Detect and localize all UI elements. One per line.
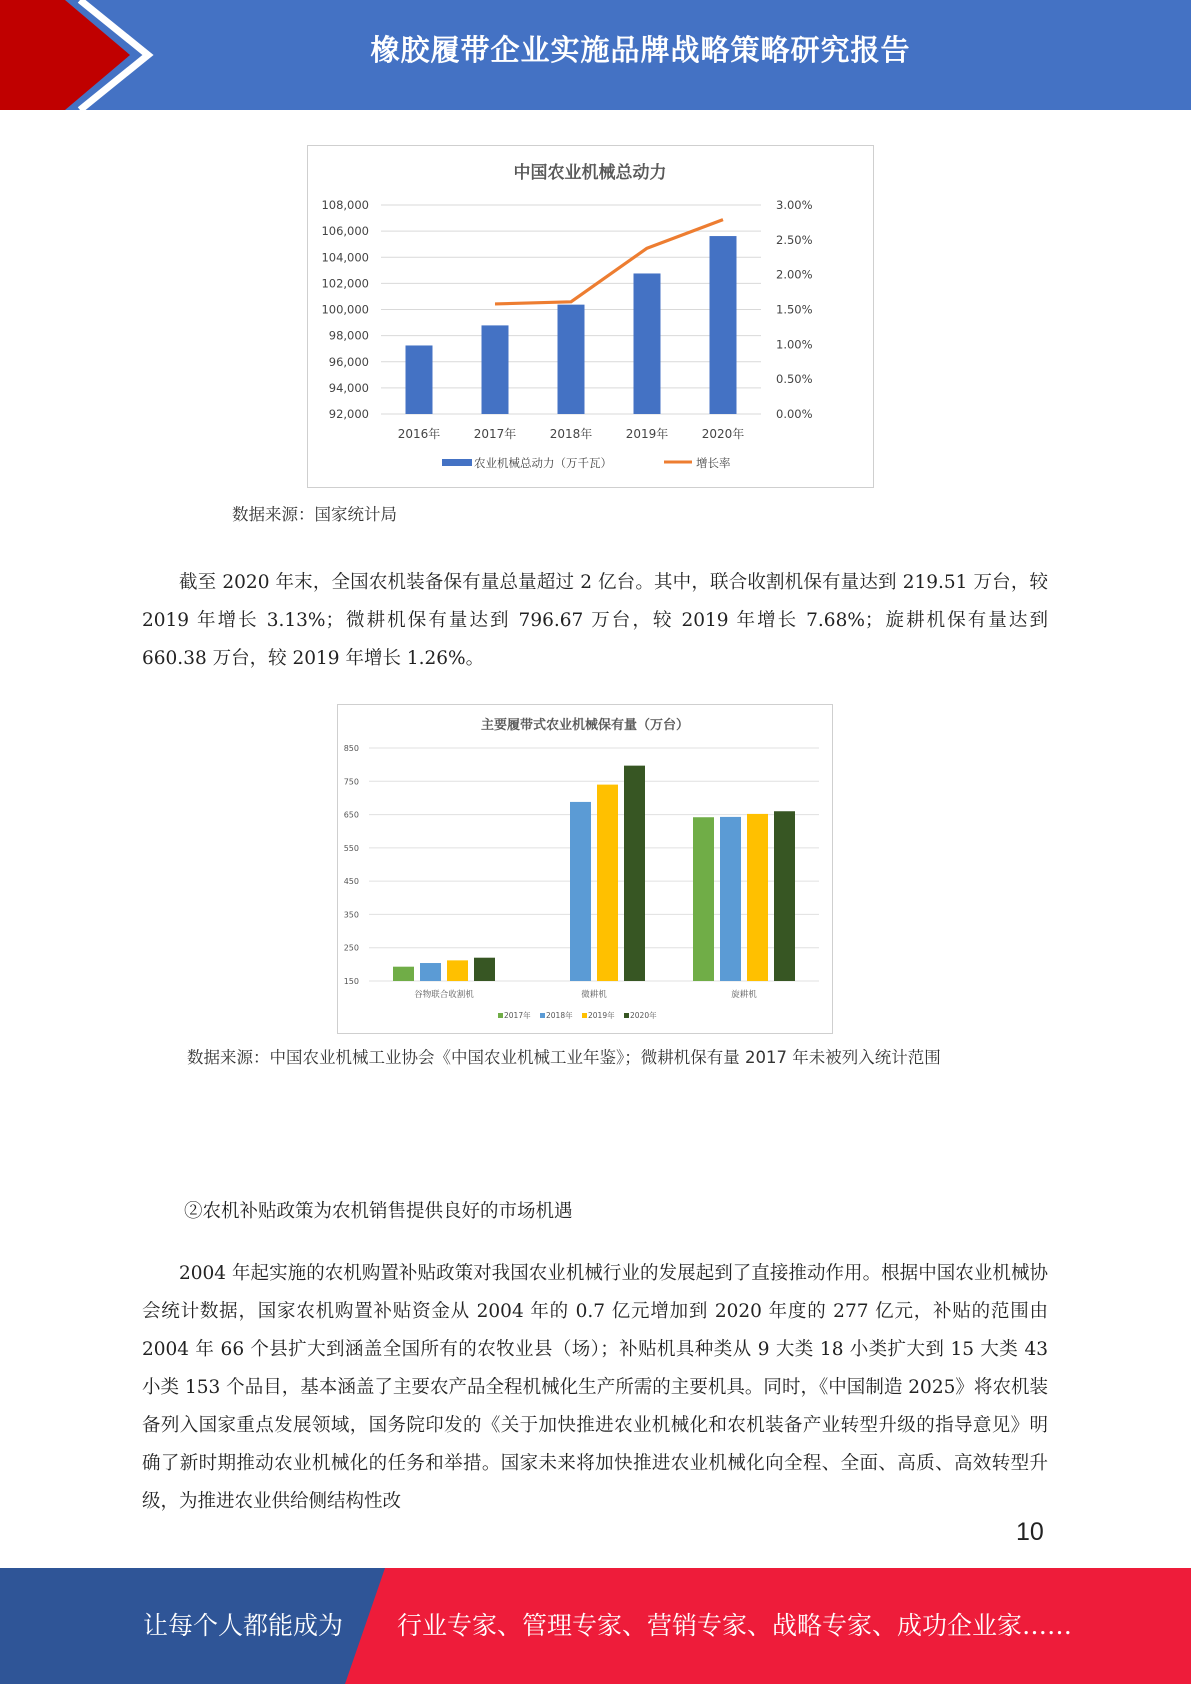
chart1-bar	[558, 305, 585, 414]
chart2-legend-label: 2018年	[546, 1011, 573, 1020]
chart2-x-tick: 谷物联合收割机	[414, 990, 474, 1000]
chart2-bar	[570, 802, 591, 981]
chart1-x-tick: 2019年	[625, 427, 669, 441]
chart1-y-left-tick: 108,000	[321, 198, 369, 212]
chart1-y-left-tick: 98,000	[328, 328, 369, 343]
chart1-x-tick: 2016年	[397, 427, 441, 441]
page-footer	[0, 1568, 1191, 1684]
chart1-bar	[482, 325, 509, 414]
chart2-legend-swatch	[498, 1013, 503, 1018]
footer-slogan-left: 让每个人都能成为	[143, 1611, 344, 1640]
page-header	[0, 0, 1191, 110]
chart2-x-tick: 旋耕机	[731, 990, 757, 1000]
chart2-bar	[720, 817, 741, 981]
chart1-y-left-tick: 94,000	[328, 380, 369, 395]
chart1-legend-label-bar: 农业机械总动力（万千瓦）	[474, 456, 612, 470]
paragraph-subsidy-policy: 2004 年起实施的农机购置补贴政策对我国农业机械行业的发展起到了直接推动作用。根据中国农业机械协会统计数据，国家农机购置补贴资金从 2004 年的 0.7 亿元增加到 2020 年度的 277 亿元，补贴的范围由 2004 年 66 个县扩大到涵盖全国所有的农牧业县（场）；补贴机具种类从 9 大类 18 小类扩大到 15 大类 43 小类 153 个品目，基本涵盖了主要农产品全程机械化生产所需的主要机具。同时，《中国制造 2025》将农机装备列入国家重点发展领域，国务院印发的《关于加快推进农业机械化和农机装备产业转型升级的指导意见》明确了新时期推动农业机械化的任务和举措。国家未来将加快推进农业机械化向全程、全面、高质、高效转型升级，为推进农业供给侧结构性改	[142, 1263, 1048, 1512]
chart1-legend-swatch-bar	[442, 459, 472, 466]
chart1-legend-label-line: 增长率	[696, 456, 731, 470]
chart2-y-tick: 450	[343, 877, 359, 887]
chart1-x-tick: 2018年	[549, 427, 593, 441]
chart1-x-tick: 2020年	[701, 427, 745, 441]
chart1-bar	[710, 236, 737, 414]
chart2-legend-swatch	[540, 1013, 545, 1018]
chart1-y-left-tick: 102,000	[321, 276, 369, 291]
chart2-legend-label: 2020年	[630, 1011, 657, 1020]
chart2-x-tick: 微耕机	[581, 990, 607, 1000]
chart2-legend-label: 2017年	[504, 1011, 531, 1020]
chart-total-power	[307, 145, 874, 488]
chart1-bar	[634, 273, 661, 414]
chart-tracked-machinery	[337, 704, 833, 1034]
chart1-y-left-tick: 106,000	[321, 224, 369, 239]
chart1-y-right-tick: 2.00%	[776, 267, 813, 282]
chart2-bar	[393, 967, 414, 981]
chart1-y-right-tick: 3.00%	[776, 198, 813, 212]
chart2-title: 主要履带式农业机械保有量（万台）	[480, 718, 690, 733]
chart2-legend-swatch	[624, 1013, 629, 1018]
chart2-bar	[597, 785, 618, 981]
chart2-bar	[747, 814, 768, 981]
chart2-y-tick: 250	[343, 943, 359, 953]
chart1-title: 中国农业机械总动力	[513, 163, 667, 183]
chart1-y-right-tick: 1.00%	[776, 337, 813, 352]
chart1-y-right-tick: 2.50%	[776, 232, 813, 247]
chart2-bar	[624, 766, 645, 981]
chart2-source: 数据来源：中国农业机械工业协会《中国农业机械工业年鉴》；微耕机保有量 2017 年未被列入统计范围	[187, 1048, 941, 1067]
chart1-y-left-tick: 100,000	[321, 302, 369, 317]
chart1-y-right-tick: 1.50%	[776, 302, 813, 317]
section-heading: ②农机补贴政策为农机销售提供良好的市场机遇	[184, 1201, 573, 1222]
chart1-source: 数据来源：国家统计局	[232, 505, 397, 524]
chart2-y-tick: 850	[343, 744, 359, 753]
footer-slogan-right: 行业专家、管理专家、营销专家、战略专家、成功企业家……	[397, 1611, 1073, 1640]
page-number: 10	[1016, 1518, 1044, 1546]
chart1-y-right-tick: 0.00%	[776, 407, 813, 421]
chart1-y-right-tick: 0.50%	[776, 372, 813, 387]
chart2-bar	[693, 817, 714, 981]
chart2-bar	[474, 958, 495, 981]
chart2-bar	[420, 963, 441, 981]
chart2-bar	[447, 960, 468, 981]
chart-tracked-machinery-svg	[338, 705, 832, 1033]
chart2-y-tick: 650	[343, 810, 359, 820]
paragraph-equipment-stock: 截至 2020 年末，全国农机装备保有量总量超过 2 亿台。其中，联合收割机保有量达到 219.51 万台，较 2019 年增长 3.13%；微耕机保有量达到 796.67 万台，较 2019 年增长 7.68%；旋耕机保有量达到 660.38 万台，较 2019 年增长 1.26%。	[142, 572, 1048, 669]
report-title: 橡胶履带企业实施品牌战略策略研究报告	[370, 33, 911, 67]
chart2-y-tick: 150	[343, 977, 359, 986]
chart2-y-tick: 550	[343, 843, 359, 853]
chart1-bar	[406, 345, 433, 414]
chart1-y-left-tick: 96,000	[328, 354, 369, 369]
chart1-growth-line	[495, 220, 723, 304]
chart-total-power-svg	[308, 146, 873, 487]
chart1-y-left-tick: 92,000	[328, 407, 369, 421]
chart1-x-tick: 2017年	[473, 427, 517, 441]
chart2-y-tick: 750	[343, 777, 359, 787]
chart2-bar	[774, 811, 795, 981]
chart2-legend-swatch	[582, 1013, 587, 1018]
chart2-legend-label: 2019年	[588, 1011, 615, 1020]
header-arrow-decoration	[0, 0, 160, 110]
chart1-y-left-tick: 104,000	[321, 250, 369, 265]
chart2-y-tick: 350	[343, 910, 359, 920]
